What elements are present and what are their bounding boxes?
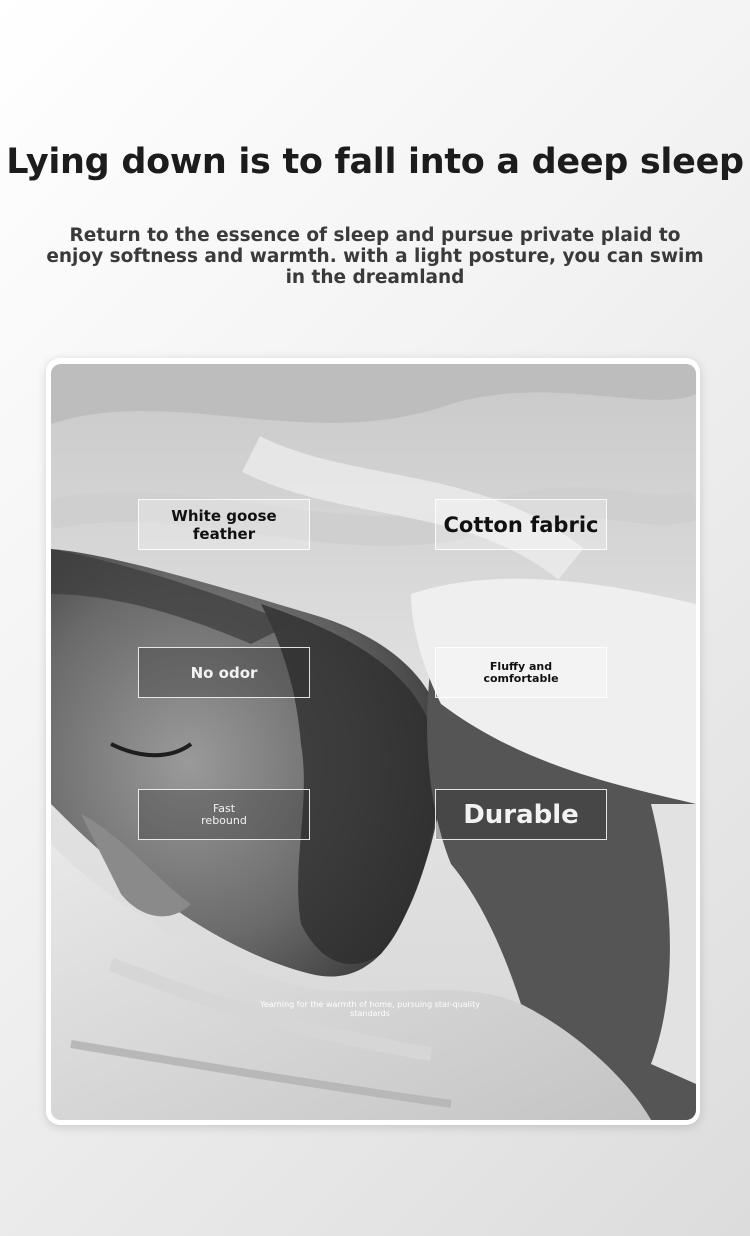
tag-label: Fluffy and comfortable	[483, 659, 559, 685]
photo-caption: Yearning for the warmth of home, pursuing star-quality standards	[260, 1000, 480, 1018]
feature-tag-durable	[435, 789, 607, 840]
tag-label: Durable	[463, 799, 579, 830]
feature-tag-goose-feather	[138, 499, 310, 550]
feature-tag-no-odor	[138, 647, 310, 698]
feature-tag-cotton-fabric	[435, 499, 607, 550]
tag-label: White goose feather	[171, 506, 277, 543]
tag-label: No odor	[190, 663, 258, 682]
tag-label: Cotton fabric	[443, 512, 599, 537]
page-subtitle: Return to the essence of sleep and pursue private plaid to enjoy softness and warmth. with a light posture, you can swim in the dreamland	[46, 225, 704, 288]
feature-tag-fast-rebound	[138, 789, 310, 840]
page-title: Lying down is to fall into a deep sleep	[6, 142, 744, 182]
feature-tag-fluffy-comfortable	[435, 647, 607, 698]
tag-label: Fast rebound	[201, 801, 247, 827]
